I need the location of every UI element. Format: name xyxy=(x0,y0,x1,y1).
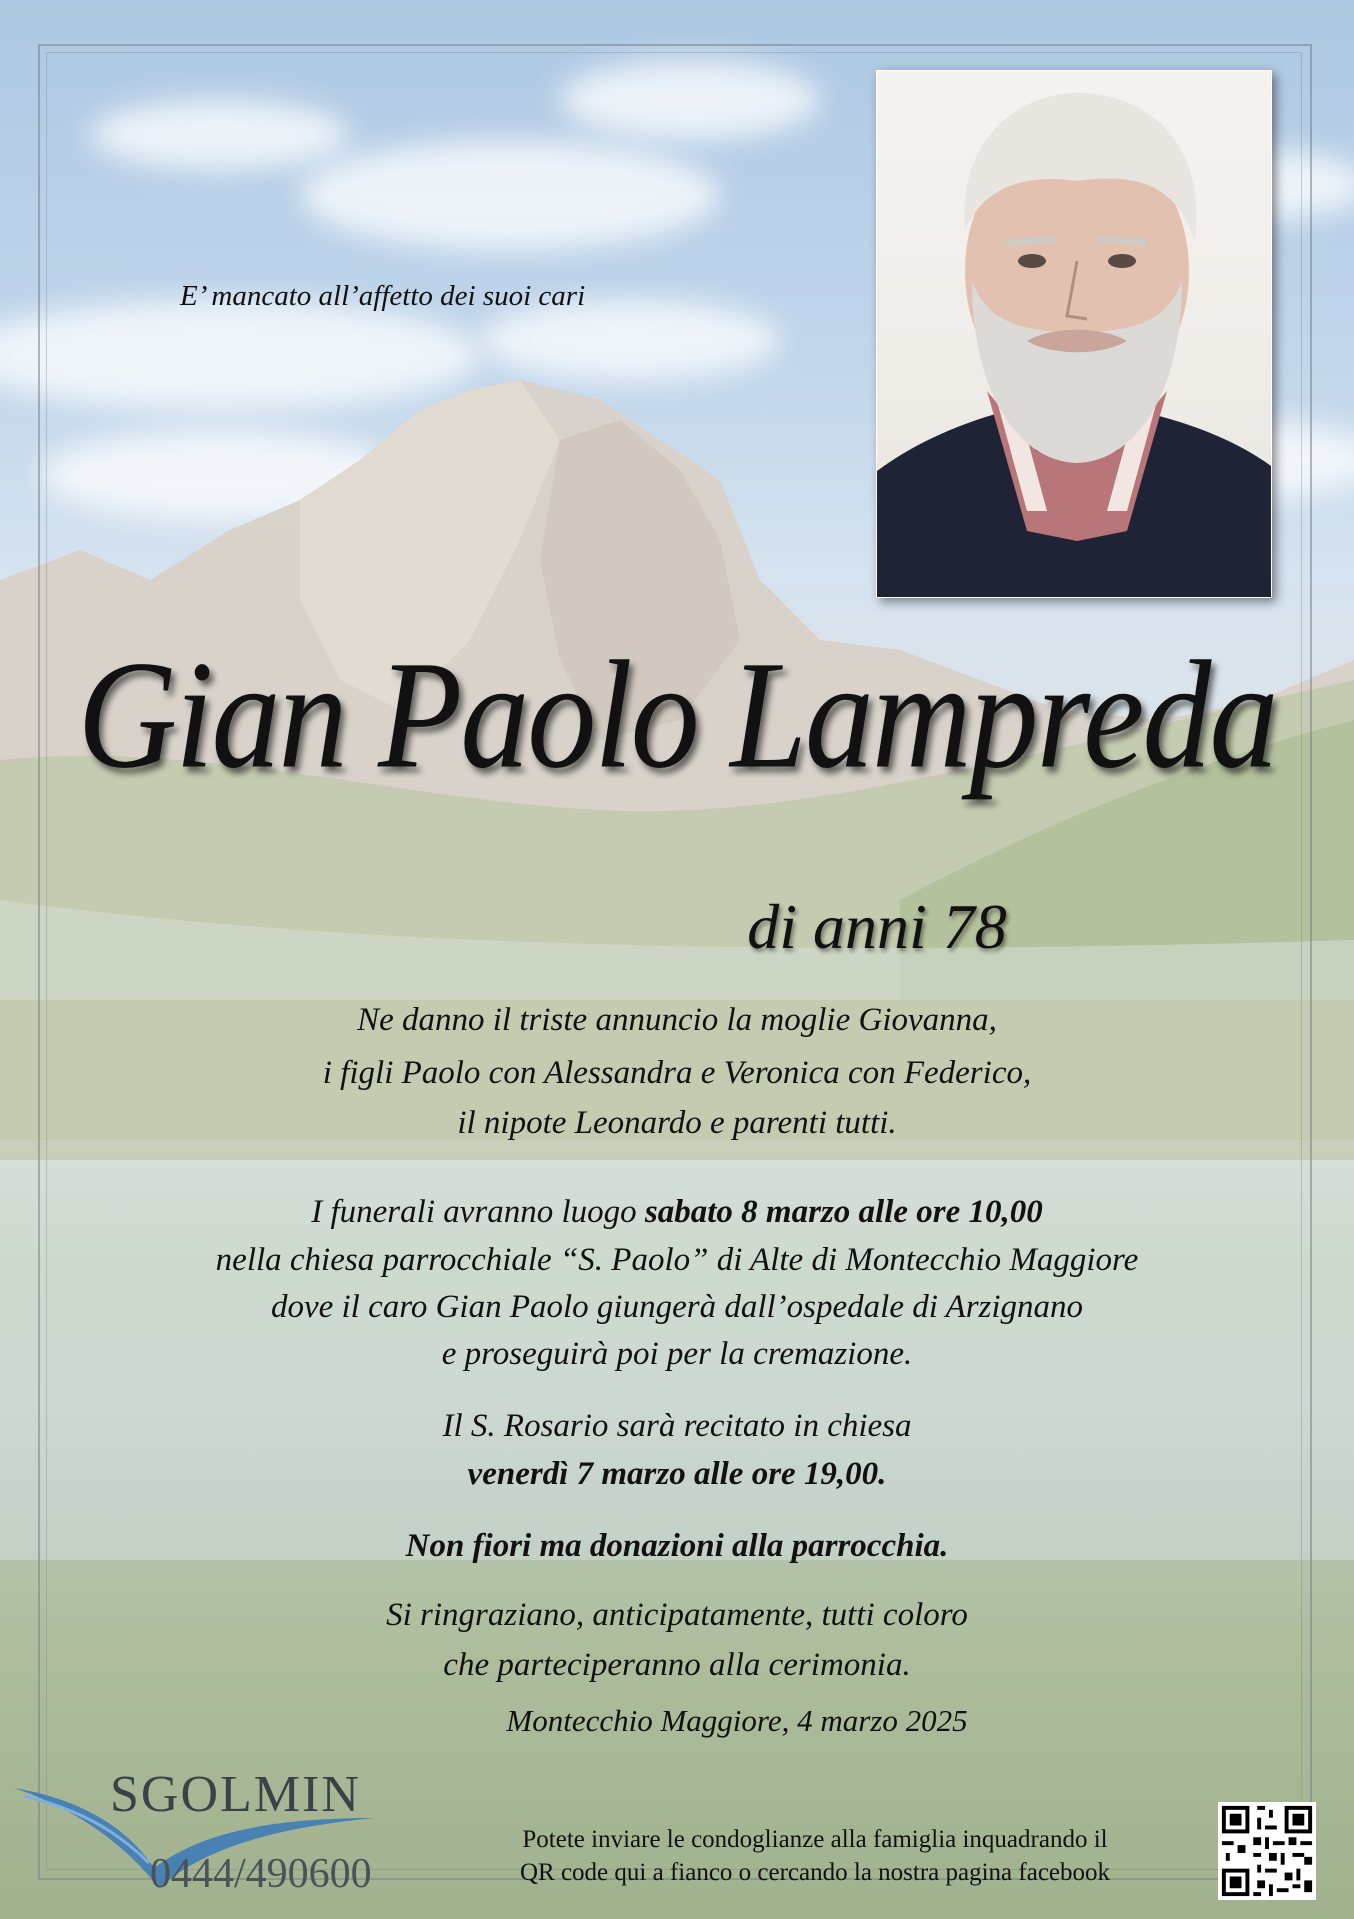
family-line: i figli Paolo con Alessandra e Veronica con Federico, xyxy=(322,1055,1032,1091)
deceased-name: Gian Paolo Lampreda xyxy=(77,628,1277,801)
funeral-line xyxy=(0,1190,1354,1234)
condolences-line: QR code qui a fianco o cercando la nostra pagina facebook xyxy=(519,1859,1111,1886)
thanks-line: Si ringraziano, anticipatamente, tutti coloro xyxy=(386,1597,968,1633)
thanks-line: che parteciperanno alla cerimonia. xyxy=(443,1647,911,1683)
place-date: Montecchio Maggiore, 4 marzo 2025 xyxy=(506,1703,968,1738)
agency-phone: 0444/490600 xyxy=(150,1851,372,1897)
family-line: Ne danno il triste annuncio la moglie Giovanna, xyxy=(357,1002,997,1038)
intro-text: E’ mancato all’affetto dei suoi cari xyxy=(180,280,586,312)
rosary-datetime: venerdì 7 marzo alle ore 19,00. xyxy=(467,1456,887,1492)
rosary-line: Il S. Rosario sarà recitato in chiesa xyxy=(442,1408,912,1444)
age-text: di anni 78 xyxy=(747,891,1007,962)
funeral-line: dove il caro Gian Paolo giungerà dall’ospedale di Arzignano xyxy=(270,1289,1084,1325)
portrait-illustration xyxy=(877,71,1271,597)
condolences-note xyxy=(430,1823,1200,1889)
funeral-datetime: sabato 8 marzo alle ore 10,00 xyxy=(644,1194,1043,1230)
portrait-photo xyxy=(876,70,1272,598)
funeral-prefix: I funerali avranno luogo xyxy=(311,1194,645,1230)
condolences-line: Potete inviare le condoglianze alla famiglia inquadrando il xyxy=(522,1826,1108,1853)
funeral-line: nella chiesa parrocchiale “S. Paolo” di Alte di Montecchio Maggiore xyxy=(215,1242,1139,1278)
family-line: il nipote Leonardo e parenti tutti. xyxy=(457,1105,897,1141)
funeral-line: e proseguirà poi per la cremazione. xyxy=(441,1336,913,1372)
flowers-note: Non fiori ma donazioni alla parrocchia. xyxy=(405,1528,949,1564)
agency-name: SGOLMIN xyxy=(110,1766,361,1823)
qr-code[interactable] xyxy=(1218,1802,1316,1900)
